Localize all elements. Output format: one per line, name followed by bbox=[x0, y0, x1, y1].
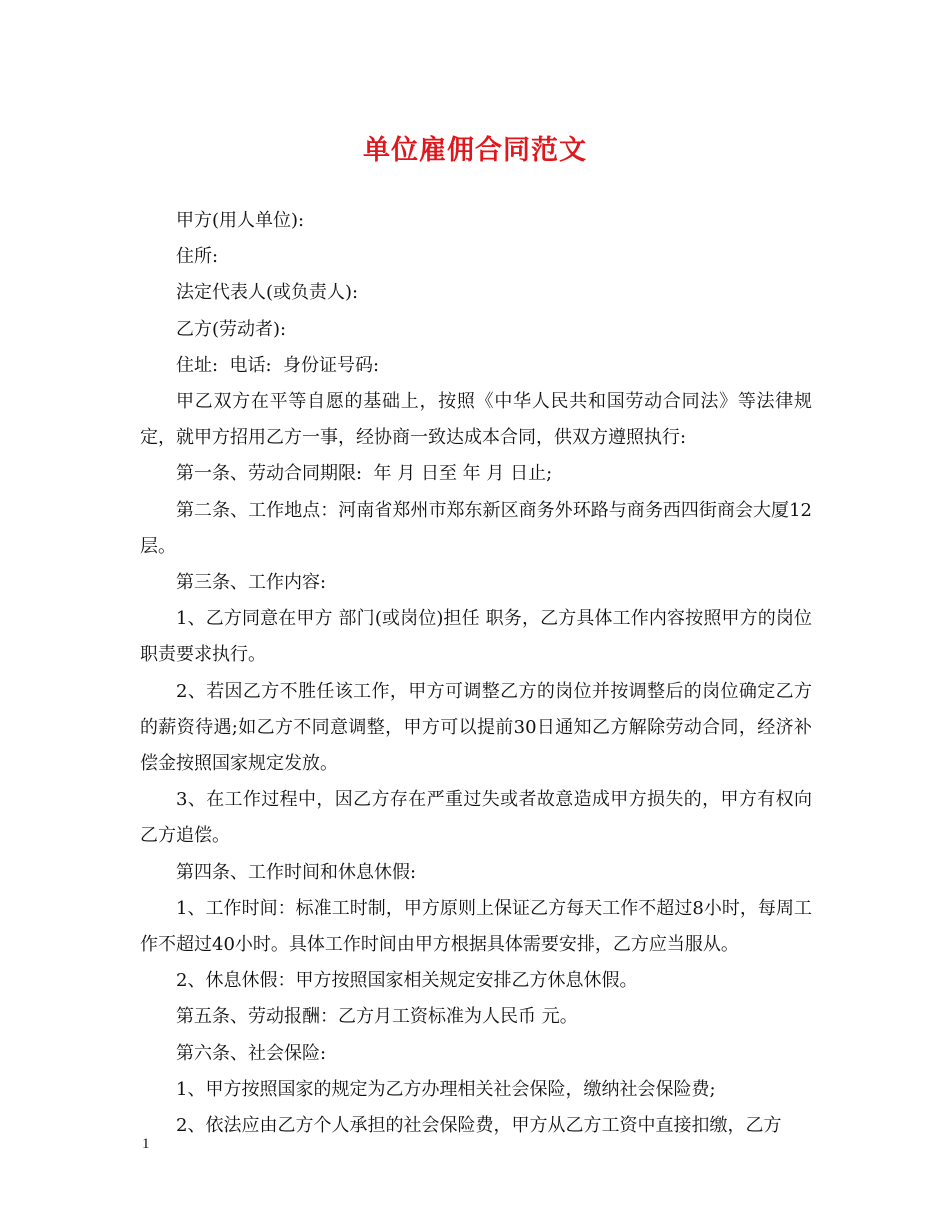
paragraph-article-6: 第六条、社会保险: bbox=[176, 1042, 327, 1064]
paragraph-article-3: 第三条、工作内容: bbox=[176, 572, 327, 594]
paragraph-article-4-item-1: 1、工作时间：标准工时制，甲方原则上保证乙方每天工作不超过8小时，每周工作不超过40小时。具体工作时间由甲方根据具体需要安排，乙方应当服从。 bbox=[140, 897, 812, 956]
paragraph-article-4-item-2: 2、休息休假：甲方按照国家相关规定安排乙方休息休假。 bbox=[176, 970, 638, 992]
paragraph-legal-representative: 法定代表人(或负责人): bbox=[176, 282, 359, 304]
paragraph-article-2: 第二条、工作地点：河南省郑州市郑东新区商务外环路与商务西四街商会大厦12层。 bbox=[140, 499, 812, 557]
page-number: 1 bbox=[142, 1136, 150, 1152]
paragraph-party-a: 甲方(用人单位): bbox=[176, 210, 305, 231]
document-title: 单位雇佣合同范文 bbox=[363, 135, 587, 166]
paragraph-article-3-item-2: 2、若因乙方不胜任该工作，甲方可调整乙方的岗位并按调整后的岗位确定乙方的薪资待遇;如乙方不同意调整，甲方可以提前30日通知乙方解除劳动合同，经济补偿金按照国家规定发放。 bbox=[140, 680, 812, 775]
paragraph-article-3-item-1: 1、乙方同意在甲方 部门(或岗位)担任 职务，乙方具体工作内容按照甲方的岗位职责要求执行。 bbox=[140, 608, 812, 666]
paragraph-article-6-item-1: 1、甲方按照国家的规定为乙方办理相关社会保险，缴纳社会保险费; bbox=[176, 1078, 716, 1100]
paragraph-contact-info: 住址: 电话: 身份证号码: bbox=[176, 354, 380, 376]
paragraph-article-5: 第五条、劳动报酬：乙方月工资标准为人民币 元。 bbox=[176, 1006, 578, 1028]
paragraph-article-1: 第一条、劳动合同期限: 年 月 日至 年 月 日止; bbox=[176, 463, 553, 485]
paragraph-preamble: 甲乙双方在平等自愿的基础上，按照《中华人民共和国劳动合同法》等法律规定，就甲方招用乙方一事，经协商一致达成本合同，供双方遵照执行: bbox=[140, 391, 812, 449]
paragraph-article-6-item-2: 2、依法应由乙方个人承担的社会保险费，甲方从乙方工资中直接扣缴，乙方 bbox=[176, 1115, 782, 1137]
document-body bbox=[140, 203, 812, 1144]
paragraph-article-4: 第四条、工作时间和休息休假: bbox=[176, 861, 417, 883]
paragraph-address: 住所: bbox=[176, 246, 219, 268]
paragraph-article-3-item-3: 3、在工作过程中，因乙方存在严重过失或者故意造成甲方损失的，甲方有权向乙方追偿。 bbox=[140, 789, 812, 847]
paragraph-party-b: 乙方(劳动者): bbox=[176, 318, 287, 340]
